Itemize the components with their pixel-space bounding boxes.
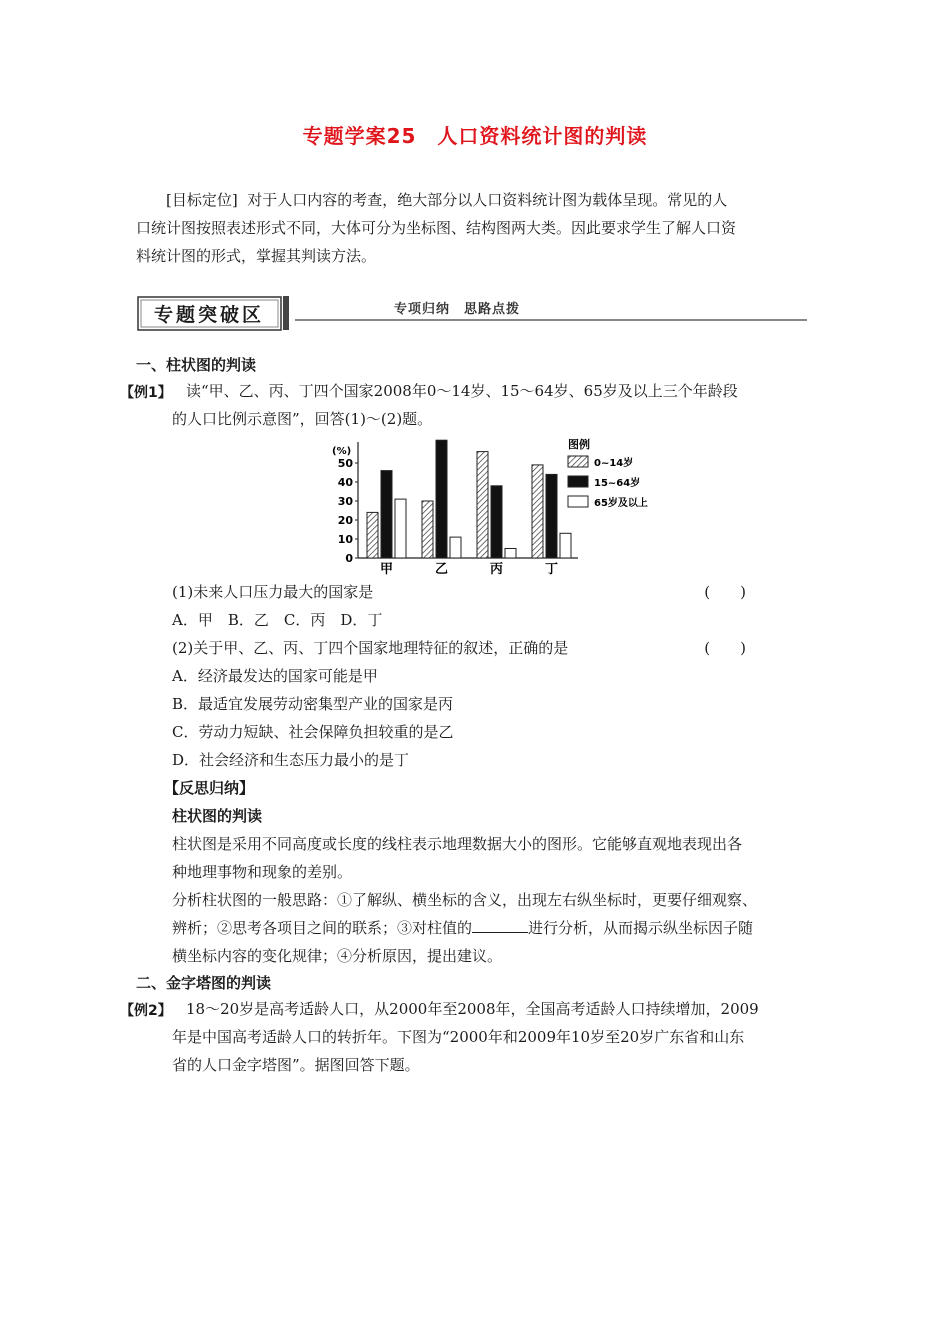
section2-heading: 二、金字塔图的判读 [136,974,272,992]
question2-option-c: C．劳动力短缺、社会保障负担较重的是乙 [172,723,454,741]
legend-title: 图例 [568,438,590,451]
y-tick-label: 10 [337,533,353,546]
y-axis-label: (%) [332,446,352,457]
example1-line2: 的人口比例示意图”，回答(1)～(2)题。 [172,410,433,428]
y-tick-label: 30 [337,495,353,508]
bar [395,499,406,558]
bar [532,465,543,558]
bar [422,501,433,558]
reflect-p2-line3: 横坐标内容的变化规律；④分析原因，提出建议。 [172,947,503,965]
reflect-p2-line1: 分析柱状图的一般思路：①了解纵、横坐标的含义，出现左右纵坐标时，更要仔细观察、 [172,891,758,909]
bar [381,471,392,558]
bar [491,486,502,558]
y-tick-label: 40 [337,476,353,489]
page-title: 专题学案25 人口资料统计图的判读 [302,124,648,148]
answer-bracket-q2[interactable]: ( ) [704,639,746,657]
question2: (2)关于甲、乙、丙、丁四个国家地理特征的叙述，正确的是 ( ) [172,634,752,662]
x-tick-label: 丁 [544,562,559,577]
reflect-subheading: 柱状图的判读 [172,807,263,825]
legend-swatch [568,456,588,467]
y-tick-label: 20 [337,514,353,527]
example2-line1: 18～20岁是高考适龄人口，从2000年至2008年，全国高考适龄人口持续增加，2009 [186,1000,759,1018]
bar [546,474,557,558]
legend-label: 0~14岁 [594,458,634,469]
legend-swatch [568,496,588,507]
banner-rule [295,319,807,321]
legend-label: 65岁及以上 [594,498,648,509]
reflect-p1-line2: 种地理事物和现象的差别。 [172,863,353,881]
reflect-p2-line2: 辨析；②思考各项目之间的联系；③对柱值的 进行分析，从而揭示纵坐标因子随 [172,919,754,937]
banner-subtitle: 专项归纳 思路点拨 [394,302,521,317]
legend-swatch [568,476,588,487]
example1-tag: 【例1】 [120,385,172,401]
bar [436,440,447,558]
example2-line3: 省的人口金字塔图”。据图回答下题。 [172,1056,420,1074]
legend-label: 15~64岁 [594,478,641,489]
question1-options: A．甲 B．乙 C．丙 D．丁 [172,611,383,629]
bar [367,512,378,558]
y-tick-label: 50 [337,457,353,470]
banner-divider [283,296,289,330]
x-tick-label: 丙 [489,562,504,577]
bar [450,537,461,558]
reflect-heading: 【反思归纳】 [164,779,255,797]
section1-heading: 一、柱状图的判读 [136,356,257,374]
reflect-p1-line1: 柱状图是采用不同高度或长度的线柱表示地理数据大小的图形。它能够直观地表现出各 [172,835,743,853]
bar [505,549,516,559]
y-tick-label: 0 [345,552,353,565]
example2-tag: 【例2】 [120,1003,172,1019]
intro-paragraph: [目标定位] 对于人口内容的考查，绝大部分以人口资料统计图为载体呈现。常见的人 口统计图按照表述形式不同，大体可分为坐标图、结构图两大类。因此要求学生了解人口资 料统计图的形式，掌握其判读方法。 [136,191,737,265]
question1: (1)未来人口压力最大的国家是 ( ) [172,578,752,606]
bar [477,452,488,558]
section-banner [137,294,807,334]
bar [560,533,571,558]
example2-line2: 年是中国高考适龄人口的转折年。下图为“2000年和2009年10岁至20岁广东省和山东 [172,1028,745,1046]
answer-bracket-q1[interactable]: ( ) [704,583,746,601]
question2-option-a: A．经济最发达的国家可能是甲 [172,667,378,685]
question2-option-b: B．最适宜发展劳动密集型产业的国家是丙 [172,695,454,713]
fill-in-blank[interactable] [472,918,528,933]
age-structure-chart [330,436,670,578]
x-tick-label: 乙 [434,562,449,577]
intro-tag: [目标定位] [166,191,238,209]
banner-title: 专题突破区 [153,303,264,326]
question2-option-d: D．社会经济和生态压力最小的是丁 [172,751,410,769]
x-tick-label: 甲 [379,562,394,577]
example1-line1: 读“甲、乙、丙、丁四个国家2008年0～14岁、15～64岁、65岁及以上三个年龄段 [186,382,738,400]
